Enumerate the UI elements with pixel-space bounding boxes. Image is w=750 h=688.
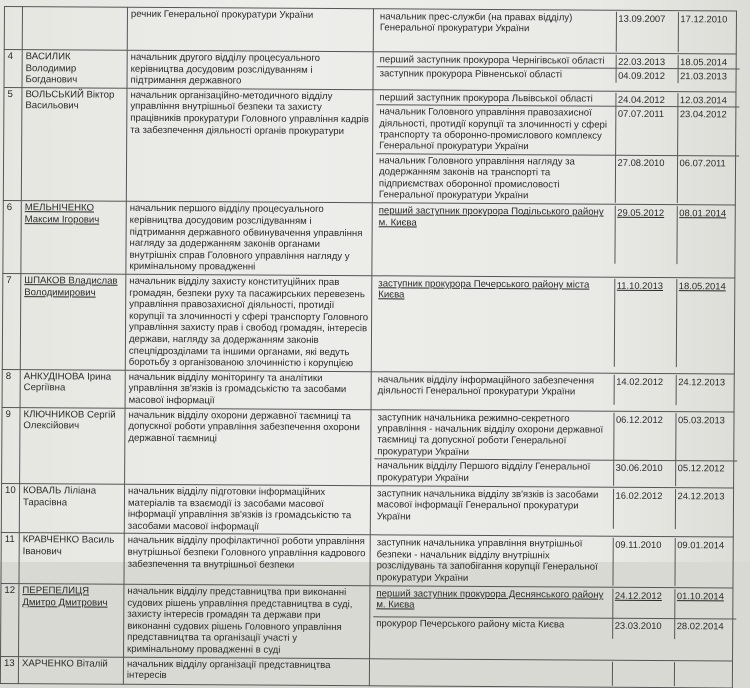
previous-positions-cell: [373, 52, 736, 92]
position-row: [374, 487, 737, 529]
end-date: 18.05.2014: [678, 280, 726, 292]
previous-positions-cell: [371, 409, 734, 488]
position-row: [374, 459, 737, 487]
table-row: [1, 533, 733, 588]
employee-name: КОВАЛЬ Ліліана Тарасівна: [19, 484, 124, 534]
position-title: прокурор Печерського району міста Києва: [373, 617, 612, 638]
previous-positions-cell: [370, 535, 733, 588]
current-position: начальник першого відділу процесуального керівництва досудовим розслідуванням і підтримання державного обвинувачення управління нагляду за додержанням законів органами внутрішніх справ Головного управління нагляду у кримінальному провадженні: [126, 202, 372, 276]
end-date: 05.12.2012: [677, 462, 725, 474]
table-row: [2, 273, 735, 373]
position-title: заступник начальника відділу зв'язків із засобами масової інформації Генеральної прокуратури України: [374, 487, 613, 528]
previous-positions-cell: [373, 9, 736, 54]
position-row: [375, 205, 738, 265]
table-row: [3, 87, 736, 205]
position-row: [373, 537, 736, 587]
position-title: перший заступник прокурора Львівської області: [376, 91, 615, 106]
table-row: [2, 407, 734, 488]
current-position: начальник відділу захисту конституційних прав громадян, безпеки руху та пасажирських перевезень управління правозахисної діяльності, протидії корупції та злочинності у сфері транспорту Головного управління захисту прав і свобод громадян, інтересів держави, нагляду за додержанням законів спецпідрозділами та іншими органами, які ведуть боротьбу з організованою злочинністю і корупцією: [125, 274, 372, 371]
end-date: [674, 662, 736, 686]
start-date: 14.02.2012: [614, 374, 676, 404]
position-row: [376, 105, 739, 156]
previous-positions-cell: [372, 90, 736, 206]
employee-name: ВОЛЬСЬКИЙ Віктор Васильович: [21, 87, 127, 201]
end-date: 08.01.2014: [679, 207, 727, 219]
table-row: [1, 483, 733, 537]
previous-positions-cell: [371, 276, 735, 374]
position-row: [376, 154, 739, 204]
table-row: [2, 369, 734, 411]
previous-positions: [373, 587, 736, 639]
start-date: 06.12.2012: [613, 412, 675, 461]
position-row: [374, 411, 737, 461]
previous-positions: [373, 660, 736, 686]
start-date: 13.09.2007: [616, 12, 678, 52]
previous-positions-cell: [371, 372, 734, 412]
position-title: заступник прокурора Печерського району міста Києва: [375, 277, 615, 366]
end-date: 01.10.2014: [674, 589, 736, 619]
position-title: заступник прокурора Рівненської області: [377, 67, 616, 82]
start-date: 23.03.2010: [612, 619, 674, 639]
current-position: начальник відділу представництва при виконанні судових рішень управління представництва в суді, захисту інтересів громадян та держави при виконанні судових рішень Головного управління представництва та організації участі у кримінальному провадженні в суді: [124, 584, 370, 658]
position-title: перший заступник прокурора Деснянського району м. Києва: [373, 587, 612, 618]
employee-name: АНКУДІНОВА Ірина Сергіївна: [20, 369, 125, 407]
table-row: [4, 50, 736, 92]
position-title: начальник Головного управління нагляду за додержанням законів на транспорті та підприємствах оборонної промисловості Генеральної прокуратури України: [376, 154, 615, 204]
previous-positions-cell: [370, 486, 733, 538]
position-row: [373, 617, 736, 639]
row-number: 8: [2, 369, 20, 407]
position-row: [377, 67, 740, 83]
row-number: 9: [2, 407, 20, 484]
previous-positions: [377, 53, 740, 83]
previous-positions: [375, 205, 738, 265]
end-date: 17.12.2010: [680, 13, 728, 25]
start-date: 07.07.2011: [615, 106, 677, 155]
employee-name: КЛЮЧНИКОВ Сергій Олексійович: [20, 407, 125, 484]
previous-positions: [373, 537, 736, 587]
previous-positions-cell: [372, 203, 735, 278]
position-title: начальник відділу інформаційного забезпечення діяльності Генеральної прокуратури України: [375, 373, 614, 404]
start-date: 11.10.2013: [614, 279, 677, 367]
current-position: начальник відділу охорони державної таємниці та допускної роботи управління забезпечення охорони державної таємниці: [125, 408, 371, 486]
row-number: 7: [2, 273, 21, 369]
end-date: 24.12.2013: [678, 375, 726, 388]
position-title: начальник прес-служби (на правах відділу) Генеральної прокуратури України: [377, 10, 616, 51]
start-date: [612, 661, 674, 685]
position-row: [375, 277, 739, 367]
employee-name: ХАРЧЕНКО Віталій: [18, 656, 123, 684]
previous-positions: [374, 487, 737, 529]
start-date: 22.03.2013: [616, 55, 678, 69]
end-date: 21.03.2013: [680, 70, 728, 82]
previous-positions-cell: [369, 658, 732, 687]
previous-positions: [375, 277, 739, 367]
position-row: [375, 373, 738, 405]
end-date: 24.12.2013: [677, 490, 725, 502]
row-number: 11: [1, 533, 19, 584]
position-row: [373, 587, 736, 619]
start-date: 04.09.2012: [616, 69, 678, 83]
previous-positions: [374, 411, 737, 487]
end-date: 12.03.2014: [677, 93, 739, 107]
current-position: начальник відділу профілактичної роботи управління внутрішньої безпеки Головного управління кадрового забезпечення та внутрішньої безпеки: [124, 534, 370, 586]
position-title: [373, 660, 612, 685]
start-date: 30.06.2010: [613, 460, 675, 486]
current-position: речник Генеральної прокуратури України: [127, 7, 373, 52]
row-number: 12: [1, 583, 19, 656]
start-date: 24.04.2012: [615, 93, 677, 107]
personnel-table: [0, 6, 737, 688]
position-row: [373, 660, 736, 686]
current-position: начальник відділу організації представництва інтересів: [123, 657, 369, 686]
previous-positions: [375, 373, 738, 405]
row-number: 5: [3, 87, 22, 201]
end-date: 23.04.2012: [677, 107, 739, 156]
table-row: [4, 7, 736, 54]
employee-name: ВАСИЛИК Володимир Богданович: [22, 50, 127, 88]
start-date: 09.11.2010: [612, 538, 674, 586]
end-date: 28.02.2014: [676, 620, 724, 632]
table-row: [3, 201, 735, 278]
start-date: 27.08.2010: [615, 155, 677, 204]
employee-name: ШПАКОВ Владислав Володимирович: [20, 274, 126, 370]
row-number: 4: [4, 50, 22, 88]
current-position: начальник відділу підготовки інформаційних матеріалів та взаємодії із засобами масової інформації управління зв'язків із громадськістю та засобами масової інформації: [124, 484, 370, 535]
row-number: 10: [1, 483, 19, 532]
position-title: заступник начальника управління внутрішньої безпеки - начальник відділу внутрішніх розслідувань та запобігання корупції Генеральної прокуратури України: [373, 537, 612, 586]
start-date: 29.05.2012: [614, 206, 676, 264]
previous-positions: [377, 10, 740, 52]
table-row: [1, 583, 733, 660]
end-date: 18.05.2014: [678, 55, 740, 69]
row-number: [4, 7, 22, 50]
row-number: 13: [0, 656, 18, 683]
position-row: [377, 10, 740, 52]
position-title: начальник Головного управління правозахисної діяльності, протидії корупції та злочинності у сфері транспорту та оборонно-промислового комплексу Генеральної прокуратури України: [376, 105, 615, 155]
position-title: начальник відділу Першого відділу Генеральної прокуратури України: [374, 459, 613, 486]
end-date: 09.01.2014: [677, 539, 725, 551]
previous-positions: [376, 91, 740, 204]
start-date: 24.12.2012: [612, 589, 674, 619]
position-title: заступник начальника режимно-секретного управління - начальник відділу охорони державної таємниці та допускної роботи Генеральної прокуратури України: [374, 411, 613, 461]
position-title: перший заступник прокурора Чернігівської області: [377, 53, 616, 68]
end-date: 06.07.2011: [679, 156, 726, 169]
position-title: перший заступник прокурора Подільського району м. Києва: [375, 205, 614, 264]
employee-name: [22, 7, 127, 51]
current-position: начальник організаційно-методичного відділу управління внутрішньої безпеки та захисту працівників прокуратури Головного управління кадрів та забезпечення діяльності органів прокуратури: [126, 88, 373, 203]
row-number: 6: [3, 201, 21, 274]
table-row: [0, 656, 732, 687]
current-position: начальник відділу моніторингу та аналітики управління зв'язків із громадськістю та засобами масової інформації: [125, 370, 371, 409]
current-position: начальник другого відділу процесуального керівництва досудовим розслідуванням і підтримання державного: [127, 50, 373, 89]
employee-name: КРАВЧЕНКО Василь Іванович: [19, 533, 124, 584]
employee-name: МЕЛЬНІЧЕНКО Максим Ігорович: [21, 201, 126, 274]
end-date: 05.03.2013: [675, 413, 737, 462]
start-date: 16.02.2012: [613, 489, 675, 529]
previous-positions-cell: [370, 586, 733, 661]
employee-name: ПЕРЕПЕЛИЦЯ Дмитро Дмитрович: [19, 584, 124, 657]
